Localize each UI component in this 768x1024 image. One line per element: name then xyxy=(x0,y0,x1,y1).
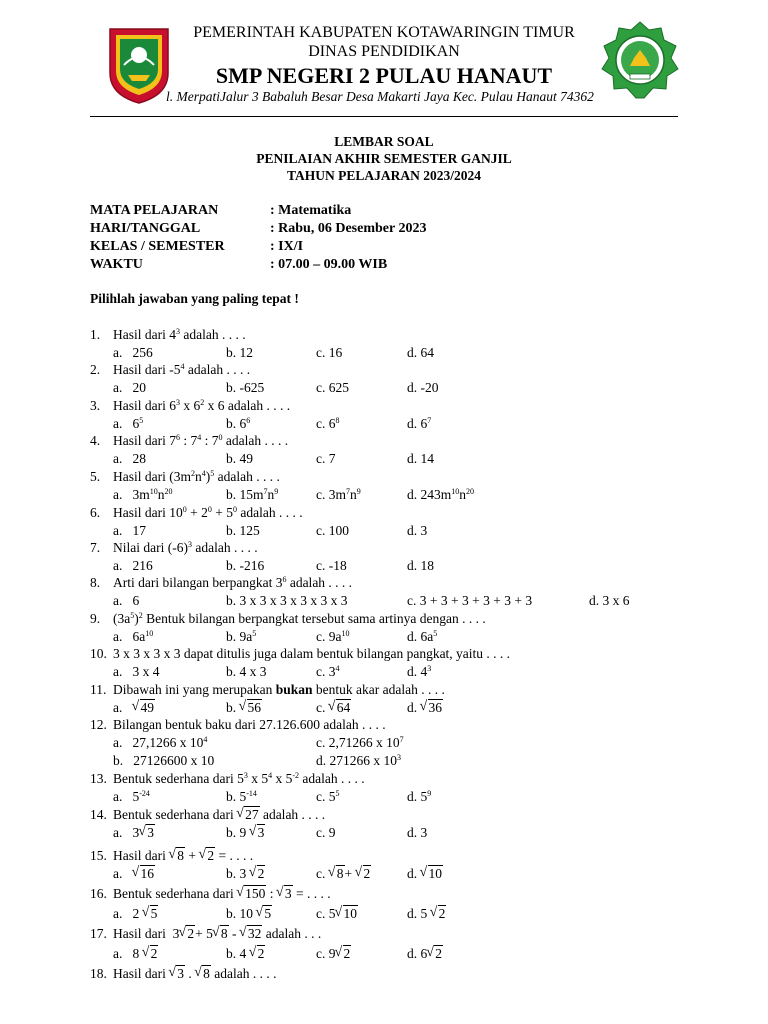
meta-label-time: WAKTU xyxy=(90,257,143,272)
option-b: b. $9a^5$ xyxy=(226,629,257,644)
question-text: Hasil dari $7^6$ : $7^4$ : $7^0$ adalah . . . . xyxy=(113,433,289,448)
department-name: DINAS PENDIDIKAN xyxy=(308,43,460,60)
option-b: b. 4 √ 2 xyxy=(226,946,265,962)
option-b: b. 49 xyxy=(226,451,253,466)
option-a: a. 3 x 4 xyxy=(113,664,160,679)
question-number: 10. xyxy=(90,646,107,661)
option-c: c. √ 8+ √ 2 xyxy=(316,866,371,882)
option-d: d. 271266 x $10^3$ xyxy=(316,753,401,768)
option-c: c. 625 xyxy=(316,380,349,395)
question-text: Nilai dari $(-6)^3$ adalah . . . . xyxy=(113,540,258,555)
option-c: c. 9√ 2 xyxy=(316,946,351,962)
academic-year: TAHUN PELAJARAN 2023/2024 xyxy=(286,168,481,183)
doc-title: LEMBAR SOAL xyxy=(334,134,434,149)
question-number: 13. xyxy=(90,771,107,786)
option-a: a. $6a^{10}$ xyxy=(113,629,154,644)
option-d: d. $6^7$ xyxy=(407,416,432,431)
question-text: Bentuk sederhana dari $5^3$ x $5^4$ x $5^{-2}$ adalah . . . . xyxy=(113,771,365,786)
question-number: 14. xyxy=(90,807,107,822)
question-text: Bilangan bentuk baku dari 27.126.600 adalah . . . . xyxy=(113,717,386,732)
question-text: Hasil dari $6^3$ x $6^2$ x 6 adalah . . . . xyxy=(113,398,291,413)
question-number: 5. xyxy=(90,469,101,484)
option-b: b. $15m^7n^9$ xyxy=(226,487,279,502)
option-a: a. 8 √ 2 xyxy=(113,946,158,962)
option-a: a. 3√ 3 xyxy=(113,825,155,841)
question-number: 1. xyxy=(90,327,101,342)
question-text: Hasil dari $4^3$ adalah . . . . xyxy=(113,327,246,342)
option-d: d. 3 x 6 xyxy=(589,593,630,608)
option-c: c. 5√ 10 xyxy=(316,906,358,922)
option-d: d. 3 xyxy=(407,825,428,840)
option-b: b. $5^{-14}$ xyxy=(226,789,257,804)
option-c: c. 7 xyxy=(316,451,336,466)
question-number: 8. xyxy=(90,575,101,590)
option-d: d. 18 xyxy=(407,558,434,573)
option-a: a. 2 √ 5 xyxy=(113,906,158,922)
option-a: a. 20 xyxy=(113,380,146,395)
option-d: d. $6a^5$ xyxy=(407,629,438,644)
meta-label-subject: MATA PELAJARAN xyxy=(90,203,219,218)
option-a: a. 17 xyxy=(113,523,146,538)
option-c: c. √ 64 xyxy=(316,700,351,716)
option-a: a. 28 xyxy=(113,451,146,466)
exam-name: PENILAIAN AKHIR SEMESTER GANJIL xyxy=(256,151,512,166)
option-c: c. $3m^7n^9$ xyxy=(316,487,361,502)
question-number: 2. xyxy=(90,362,101,377)
option-a: a. 256 xyxy=(113,345,153,360)
question-number: 9. xyxy=(90,611,101,626)
option-c: c. -18 xyxy=(316,558,347,573)
option-a: a. $3m^{10}n^{20}$ xyxy=(113,487,173,502)
option-a: a. 216 xyxy=(113,558,153,573)
question-text: Hasil dari √ 8 + √ 2 = . . . . xyxy=(113,848,253,864)
option-d: d. 14 xyxy=(407,451,434,466)
meta-value-class: : IX/I xyxy=(270,239,304,254)
option-b: b. 3 x 3 x 3 x 3 x 3 x 3 xyxy=(226,593,348,608)
option-c: c. $3^4$ xyxy=(316,664,340,679)
option-b: b. 27126600 x 10 xyxy=(113,753,215,768)
option-b: b. 10 √ 5 xyxy=(226,906,272,922)
question-number: 12. xyxy=(90,717,107,732)
question-number: 6. xyxy=(90,505,101,520)
letterhead-divider xyxy=(90,116,678,117)
option-c: c. $5^5$ xyxy=(316,789,340,804)
option-a: a. $5^{-24}$ xyxy=(113,789,150,804)
option-d: d. $4^3$ xyxy=(407,664,432,679)
question-text: Bentuk sederhana dari √ 27 adalah . . . . xyxy=(113,807,325,823)
option-b: b. $6^6$ xyxy=(226,416,251,431)
option-d: d. $5^9$ xyxy=(407,789,432,804)
question-text: Arti dari bilangan berpangkat $3^6$ adalah . . . . xyxy=(113,575,353,590)
question-text: Hasil dari √ 3 . √ 8 adalah . . . . xyxy=(113,966,276,982)
option-c: c. 9 xyxy=(316,825,336,840)
option-b: b. 12 xyxy=(226,345,253,360)
option-c: c. $9a^{10}$ xyxy=(316,629,350,644)
option-a: a. $6^5$ xyxy=(113,416,144,431)
option-a: a. 27,1266 x $10^4$ xyxy=(113,735,208,750)
option-a: a. 6 xyxy=(113,593,140,608)
option-d: d. $243m^{10}n^{20}$ xyxy=(407,487,475,502)
option-d: d. 3 xyxy=(407,523,428,538)
question-number: 7. xyxy=(90,540,101,555)
option-b: b. -216 xyxy=(226,558,265,573)
option-b: b. √ 56 xyxy=(226,700,262,716)
meta-label-date: HARI/TANGGAL xyxy=(90,221,201,236)
option-b: b. 125 xyxy=(226,523,260,538)
school-address: l. MerpatiJalur 3 Babaluh Besar Desa Makarti Jaya Kec. Pulau Hanaut 74362 xyxy=(166,89,594,104)
option-d: d. √ 10 xyxy=(407,866,443,882)
question-text: $(3a^5)^2$ Bentuk bilangan berpangkat tersebut sama artinya dengan . . . . xyxy=(113,611,486,626)
option-b: b. 9 √ 3 xyxy=(226,825,265,841)
option-a: a. √ 16 xyxy=(113,866,155,882)
question-number: 16. xyxy=(90,886,107,901)
option-c: c. 2,71266 x $10^7$ xyxy=(316,735,404,750)
question-number: 18. xyxy=(90,966,107,981)
option-a: a. √ 49 xyxy=(113,700,155,716)
government-name: PEMERINTAH KABUPATEN KOTAWARINGIN TIMUR xyxy=(193,24,575,41)
option-b: b. 3 √ 2 xyxy=(226,866,265,882)
question-number: 3. xyxy=(90,398,101,413)
option-c: c. $6^8$ xyxy=(316,416,340,431)
option-d: d. √ 36 xyxy=(407,700,443,716)
option-d: d. 5 √ 2 xyxy=(407,906,446,922)
meta-value-date: : Rabu, 06 Desember 2023 xyxy=(270,221,427,236)
question-text: Hasil dari 3√ 2+ 5√ 8 - √ 32 adalah . . . xyxy=(113,926,321,942)
question-number: 11. xyxy=(90,682,107,697)
question-text: Hasil dari $10^0 + 2^0 + 5^0$ adalah . . . . xyxy=(113,505,303,520)
question-number: 15. xyxy=(90,848,107,863)
question-text: Bentuk sederhana dari √ 150 : √ 3 = . . . . xyxy=(113,886,331,902)
question-text: Hasil dari $-5^4$ adalah . . . . xyxy=(113,362,251,377)
option-c: c. 100 xyxy=(316,523,349,538)
meta-value-subject: : Matematika xyxy=(270,203,352,218)
option-b: b. -625 xyxy=(226,380,265,395)
option-d: d. 6√ 2 xyxy=(407,946,443,962)
instruction: Pilihlah jawaban yang paling tepat ! xyxy=(90,291,299,306)
option-b: b. 4 x 3 xyxy=(226,664,267,679)
school-name: SMP NEGERI 2 PULAU HANAUT xyxy=(215,63,553,88)
question-text: Hasil dari $(3m^2n^4)^5$ adalah . . . . xyxy=(113,469,280,484)
question-text: 3 x 3 x 3 x 3 dapat ditulis juga dalam bentuk bilangan pangkat, yaitu . . . . xyxy=(113,646,511,661)
meta-label-class: KELAS / SEMESTER xyxy=(90,239,225,254)
question-number: 17. xyxy=(90,926,107,941)
question-text: Dibawah ini yang merupakan bukan bentuk akar adalah . . . . xyxy=(113,682,445,697)
meta-value-time: : 07.00 – 09.00 WIB xyxy=(270,257,388,272)
option-c: c. 16 xyxy=(316,345,343,360)
option-d: d. 64 xyxy=(407,345,434,360)
question-number: 4. xyxy=(90,433,101,448)
option-c: c. 3 + 3 + 3 + 3 + 3 + 3 xyxy=(407,593,533,608)
option-d: d. -20 xyxy=(407,380,439,395)
